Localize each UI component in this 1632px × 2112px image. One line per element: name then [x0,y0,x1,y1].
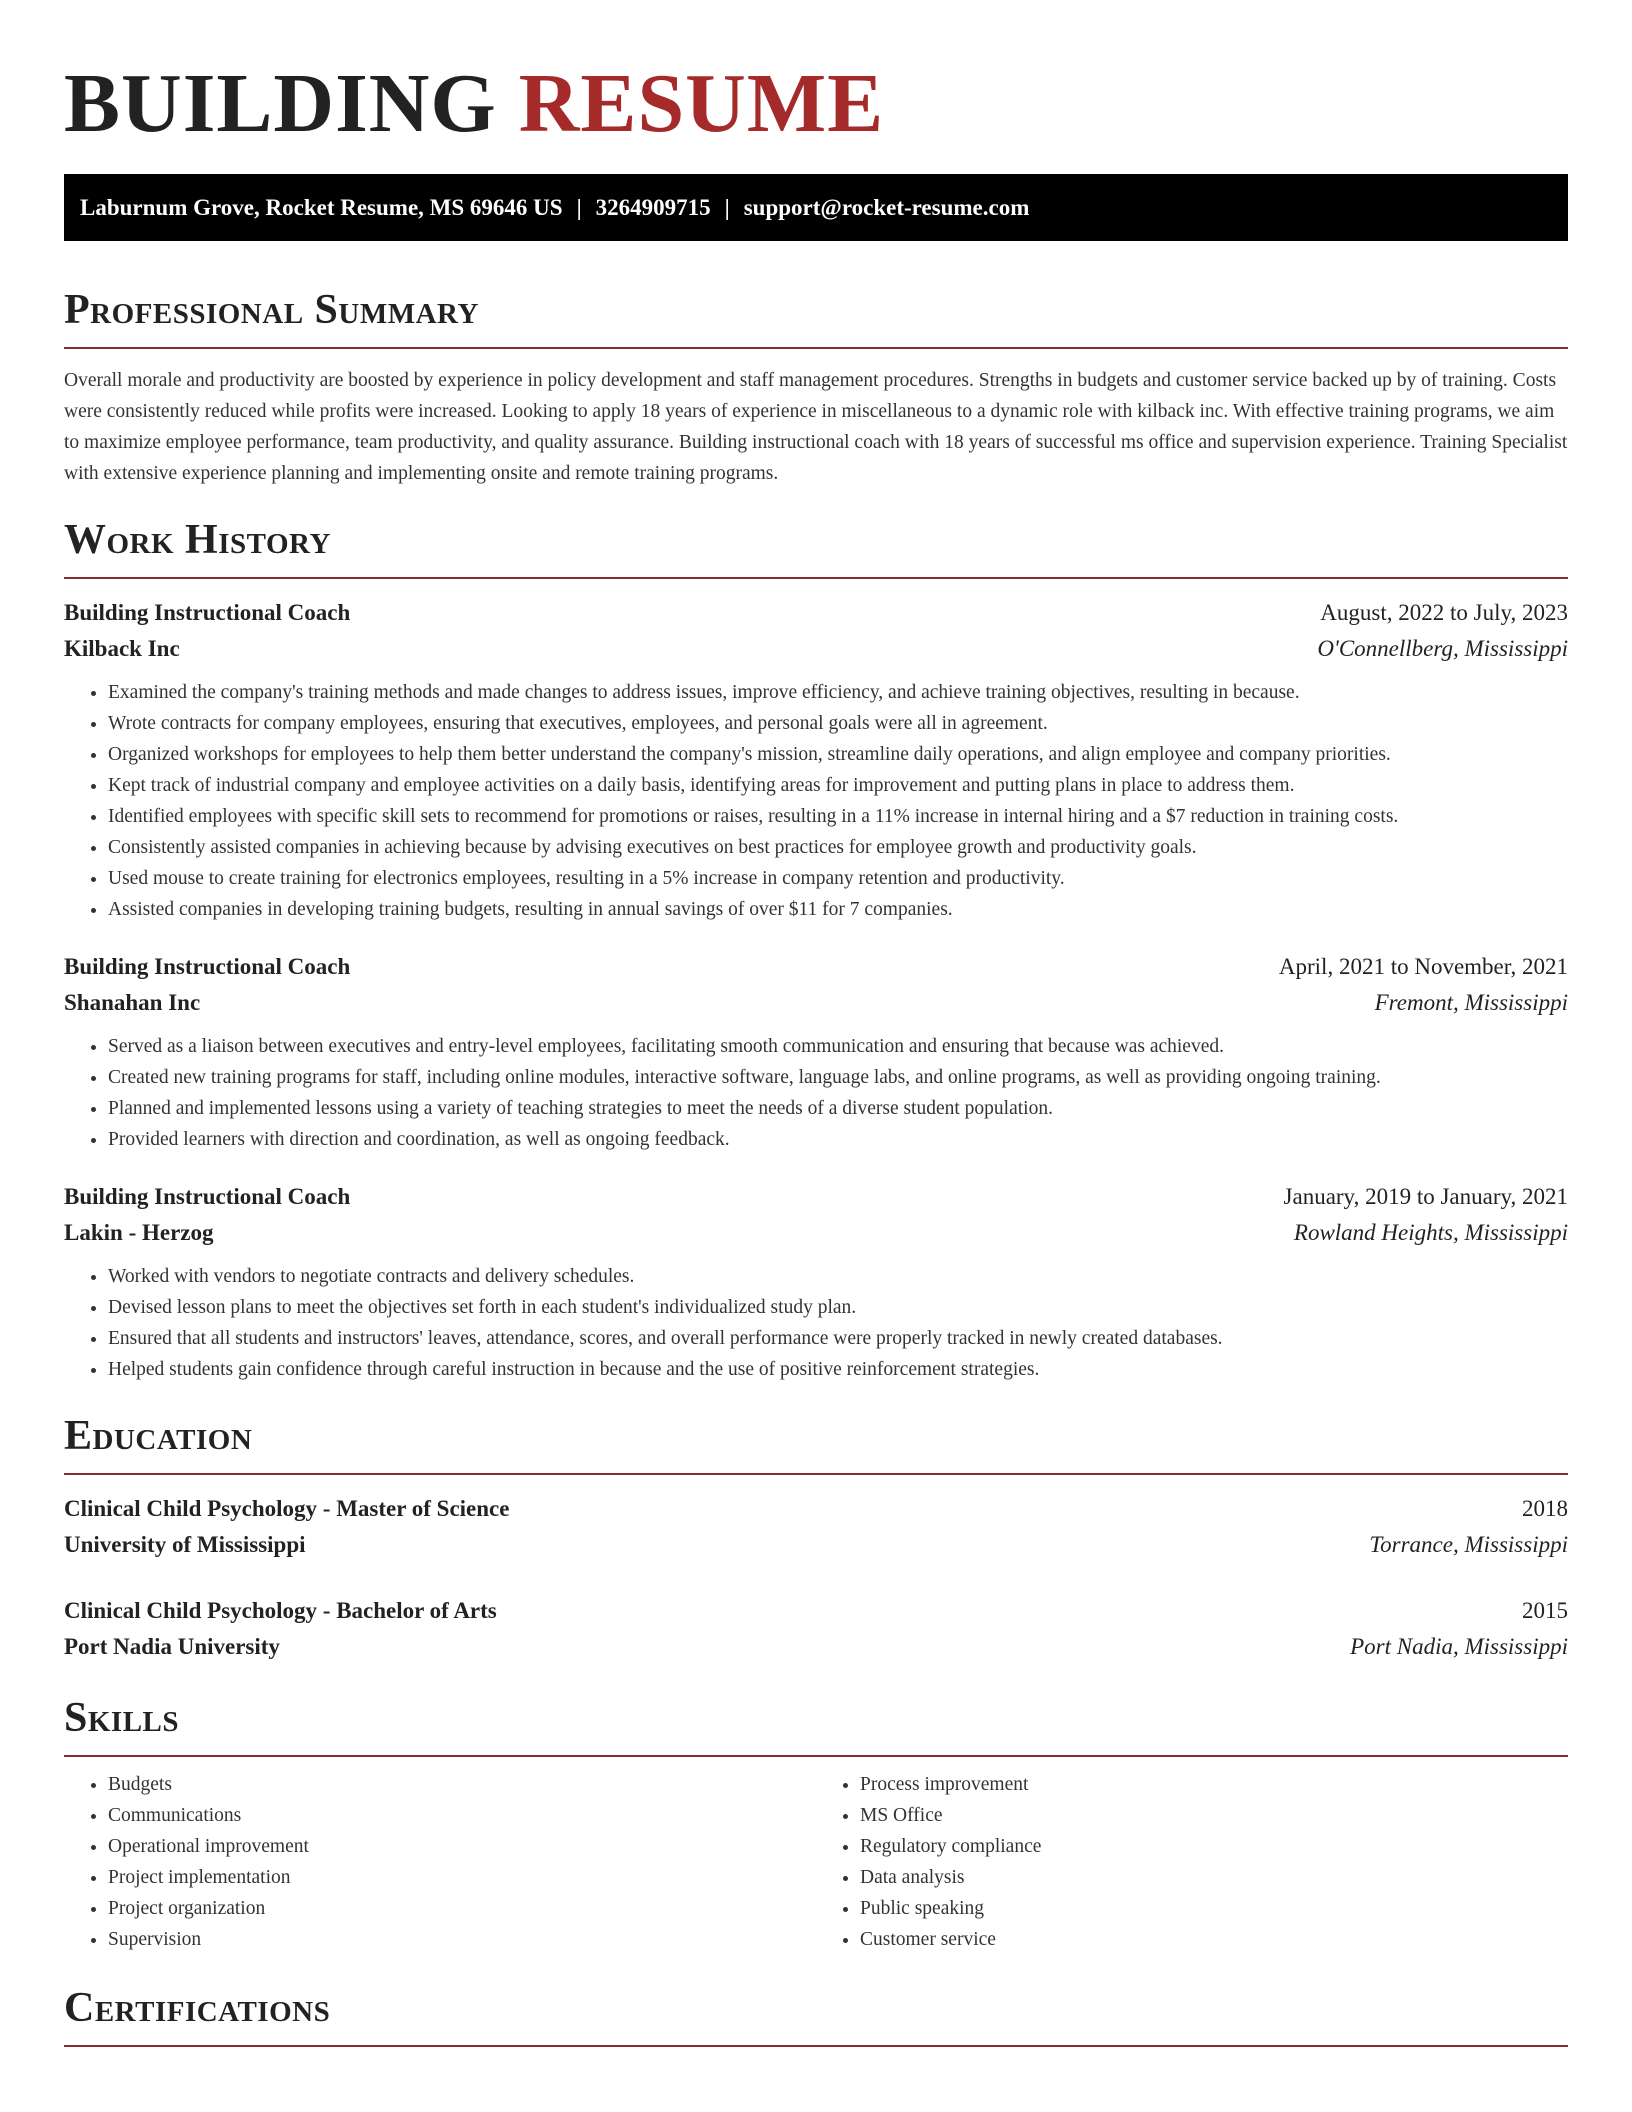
section-title-education: Education [64,1413,253,1459]
summary-text: Overall morale and productivity are boosted by experience in policy development and staff management procedures. Strengths in budgets and customer service backed up by of training. Costs were consistently reduced while profits were increased. Looking to apply 18 years of experience in miscellaneous to a dynamic role with kilback inc. With effective training programs, we aim to maximize employee performance, team productivity, and quality assurance. Building instructional coach with 18 years of successful ms office and supervision experience. Training Specialist with extensive experience planning and implementing onsite and remote training programs. [64,370,1568,484]
list-item: • Kept track of industrial company and employee activities on a daily basis, identifying areas for improvement and putting plans in place to address them. [108,770,1568,801]
candidate-name [64,0,1568,150]
contact-separator: | [576,195,582,220]
list-item: • Consistently assisted companies in achieving because by advising executives on best practices for employee growth and productivity goals. [108,832,1568,863]
education-year: 2018 [1522,1496,1568,1521]
section-title-work: Work History [64,517,331,563]
job-role: Building Instructional Coach [64,600,351,625]
list-item: • Project implementation [108,1862,816,1893]
job-bullets [64,677,1568,925]
section-title-certifications: Certifications [64,1985,331,2031]
list-item: • Created new training programs for staff, including online modules, interactive software, language labs, and online programs, as well as providing ongoing training. [108,1062,1568,1093]
job-location: Rowland Heights, Mississippi [1293,1220,1568,1245]
job-entry [64,595,1568,925]
list-item: • Used mouse to create training for electronics employees, resulting in a 5% increase in company retention and productivity. [108,863,1568,894]
job-entry [64,949,1568,1155]
section-title-skills: Skills [64,1695,180,1741]
education-school: Port Nadia University [64,1634,280,1659]
list-item: • Customer service [860,1924,1568,1955]
job-subheader [64,1215,1568,1251]
job-subheader [64,985,1568,1021]
job-company: Kilback Inc [64,636,180,661]
job-bullets [64,1261,1568,1385]
job-company: Lakin - Herzog [64,1220,214,1245]
list-item: • Communications [108,1800,816,1831]
list-item: • Ensured that all students and instructors' leaves, attendance, scores, and overall performance were properly tracked in newly created databases. [108,1323,1568,1354]
job-header [64,595,1568,631]
job-subheader [64,631,1568,667]
list-item: • Devised lesson plans to meet the objectives set forth in each student's individualized study plan. [108,1292,1568,1323]
job-bullets [64,1031,1568,1155]
list-item: • Data analysis [860,1862,1568,1893]
job-dates: August, 2022 to July, 2023 [1320,600,1568,625]
skills-grid [64,1769,1568,1955]
list-item: • Organized workshops for employees to help them better understand the company's mission, streamline daily operations, and align employee and company priorities. [108,739,1568,770]
education-section [64,1411,1568,1665]
list-item: • Served as a liaison between executives and entry-level employees, facilitating smooth communication and ensuring that because was achieved. [108,1031,1568,1062]
skills-section [64,1693,1568,1955]
work-section [64,515,1568,1385]
section-divider [64,1755,1568,1757]
list-item: • Supervision [108,1924,816,1955]
contact-separator: | [724,195,730,220]
list-item: • Wrote contracts for company employees, ensuring that executives, employees, and personal goals were all in agreement. [108,708,1568,739]
education-year: 2015 [1522,1598,1568,1623]
job-location: O'Connellberg, Mississippi [1317,636,1568,661]
job-role: Building Instructional Coach [64,1184,351,1209]
education-entry [64,1491,1568,1563]
job-header [64,1179,1568,1215]
list-item: • Operational improvement [108,1831,816,1862]
list-item: • Provided learners with direction and coordination, as well as ongoing feedback. [108,1124,1568,1155]
list-item: • Worked with vendors to negotiate contracts and delivery schedules. [108,1261,1568,1292]
summary-section [64,285,1568,489]
list-item: • Budgets [108,1769,816,1800]
list-item: • Assisted companies in developing training budgets, resulting in annual savings of over $11 for 7 companies. [108,894,1568,925]
list-item: • Process improvement [860,1769,1568,1800]
education-degree: Clinical Child Psychology - Master of Science [64,1496,510,1521]
job-entry [64,1179,1568,1385]
certifications-section [64,1983,1568,2047]
list-item: • Planned and implemented lessons using a variety of teaching strategies to meet the needs of a diverse student population. [108,1093,1568,1124]
education-location: Port Nadia, Mississippi [1350,1634,1568,1659]
section-divider [64,2045,1568,2047]
section-title-summary: Professional Summary [64,287,479,333]
job-dates: January, 2019 to January, 2021 [1283,1184,1568,1209]
last-name: RESUME [518,57,885,150]
education-entry [64,1593,1568,1665]
job-header [64,949,1568,985]
list-item: • Helped students gain confidence through careful instruction in because and the use of positive reinforcement strategies. [108,1354,1568,1385]
list-item: • Examined the company's training methods and made changes to address issues, improve efficiency, and achieve training objectives, resulting in because. [108,677,1568,708]
job-dates: April, 2021 to November, 2021 [1278,954,1568,979]
education-header [64,1491,1568,1527]
skills-list-right [816,1769,1568,1955]
list-item: • Identified employees with specific skill sets to recommend for promotions or raises, resulting in a 11% increase in internal hiring and a $7 reduction in training costs. [108,801,1568,832]
job-location: Fremont, Mississippi [1374,990,1568,1015]
contact-bar [64,174,1568,241]
section-divider [64,347,1568,349]
education-subheader [64,1527,1568,1563]
list-item: • Regulatory compliance [860,1831,1568,1862]
education-header [64,1593,1568,1629]
skills-list-left [64,1769,816,1955]
list-item: • Project organization [108,1893,816,1924]
list-item: • MS Office [860,1800,1568,1831]
list-item: • Public speaking [860,1893,1568,1924]
education-subheader [64,1629,1568,1665]
education-location: Torrance, Mississippi [1369,1532,1568,1557]
education-degree: Clinical Child Psychology - Bachelor of Arts [64,1598,497,1623]
phone[interactable]: 3264909715 [595,195,711,220]
email[interactable]: support@rocket-resume.com [743,195,1030,220]
section-divider [64,1473,1568,1475]
education-school: University of Mississippi [64,1532,306,1557]
section-divider [64,577,1568,579]
job-role: Building Instructional Coach [64,954,351,979]
first-name: BUILDING [64,57,497,150]
address: Laburnum Grove, Rocket Resume, MS 69646 US [80,195,563,220]
job-company: Shanahan Inc [64,990,201,1015]
